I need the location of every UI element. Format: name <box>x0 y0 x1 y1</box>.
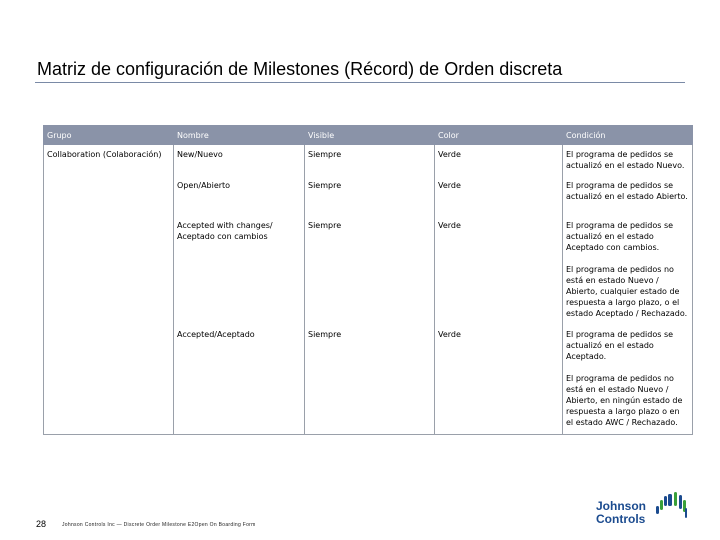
cell-condition <box>563 145 693 176</box>
condition-text: El programa de pedidos se actualizó en el estado Nuevo. <box>566 150 685 170</box>
table-row <box>44 216 693 325</box>
condition-text: El programa de pedidos se actualizó en el estado Abierto. <box>566 180 688 201</box>
condition-text: El programa de pedidos no está en estado Nuevo / Abierto, cualquier estado de respuesta a largo plazo, o el estado Aceptado / Rechazado. <box>566 264 688 318</box>
logo-emblem-stroke <box>656 506 659 514</box>
cell-condition <box>563 176 693 216</box>
table-row <box>44 176 693 216</box>
condition-text: El programa de pedidos se actualizó en el estado Aceptado. <box>566 329 674 361</box>
logo-emblem-stroke <box>668 494 672 506</box>
table-row <box>44 325 693 435</box>
cell-color: Verde <box>435 325 563 435</box>
page-title: Matriz de configuración de Milestones (Récord) de Orden discreta <box>37 59 563 79</box>
johnson-controls-logo <box>596 490 688 532</box>
cell-group <box>44 176 174 216</box>
cell-group <box>44 216 174 325</box>
cell-visible: Siempre <box>305 176 435 216</box>
column-header-condicion: Condición <box>563 126 693 145</box>
page-number: 28 <box>36 519 47 529</box>
cell-name: Accepted with changes/ Aceptado con cambios <box>174 216 305 325</box>
logo-line-2: Controls <box>596 512 646 526</box>
logo-emblem-stroke <box>674 492 677 506</box>
logo-line-1: Johnson <box>596 499 646 513</box>
condition-text: El programa de pedidos se actualizó en el estado Aceptado con cambios. <box>566 220 674 252</box>
cell-name: Open/Abierto <box>174 176 305 216</box>
logo-emblem-stroke <box>679 495 682 509</box>
cell-visible: Siempre <box>305 216 435 325</box>
condition-text: El programa de pedidos no está en el estado Nuevo / Abierto, en ningún estado de respuesta a largo plazo o en el estado AWC / Rechazado. <box>566 373 683 427</box>
cell-visible: Siempre <box>305 325 435 435</box>
column-header-nombre: Nombre <box>174 126 305 145</box>
table-row <box>44 145 693 176</box>
logo-emblem-stroke <box>660 500 663 510</box>
cell-color: Verde <box>435 216 563 325</box>
column-header-visible: Visible <box>305 126 435 145</box>
logo-emblem-stroke <box>685 508 687 518</box>
logo-emblem-stroke <box>664 496 667 506</box>
logo-wordmark <box>596 500 646 526</box>
cell-color: Verde <box>435 176 563 216</box>
table-header-row <box>44 126 693 145</box>
cell-condition <box>563 325 693 435</box>
cell-group <box>44 325 174 435</box>
cell-visible: Siempre <box>305 145 435 176</box>
cell-color: Verde <box>435 145 563 176</box>
cell-condition <box>563 216 693 325</box>
column-header-color: Color <box>435 126 563 145</box>
cell-name: New/Nuevo <box>174 145 305 176</box>
milestone-config-table <box>43 125 693 435</box>
cell-name: Accepted/Aceptado <box>174 325 305 435</box>
footer-text: Johnson Controls Inc — Discrete Order Milestone E2Open On Boarding Form <box>62 522 256 528</box>
logo-emblem-icon <box>652 490 688 532</box>
title-divider <box>35 82 685 83</box>
cell-group: Collaboration (Colaboración) <box>44 145 174 176</box>
column-header-grupo: Grupo <box>44 126 174 145</box>
